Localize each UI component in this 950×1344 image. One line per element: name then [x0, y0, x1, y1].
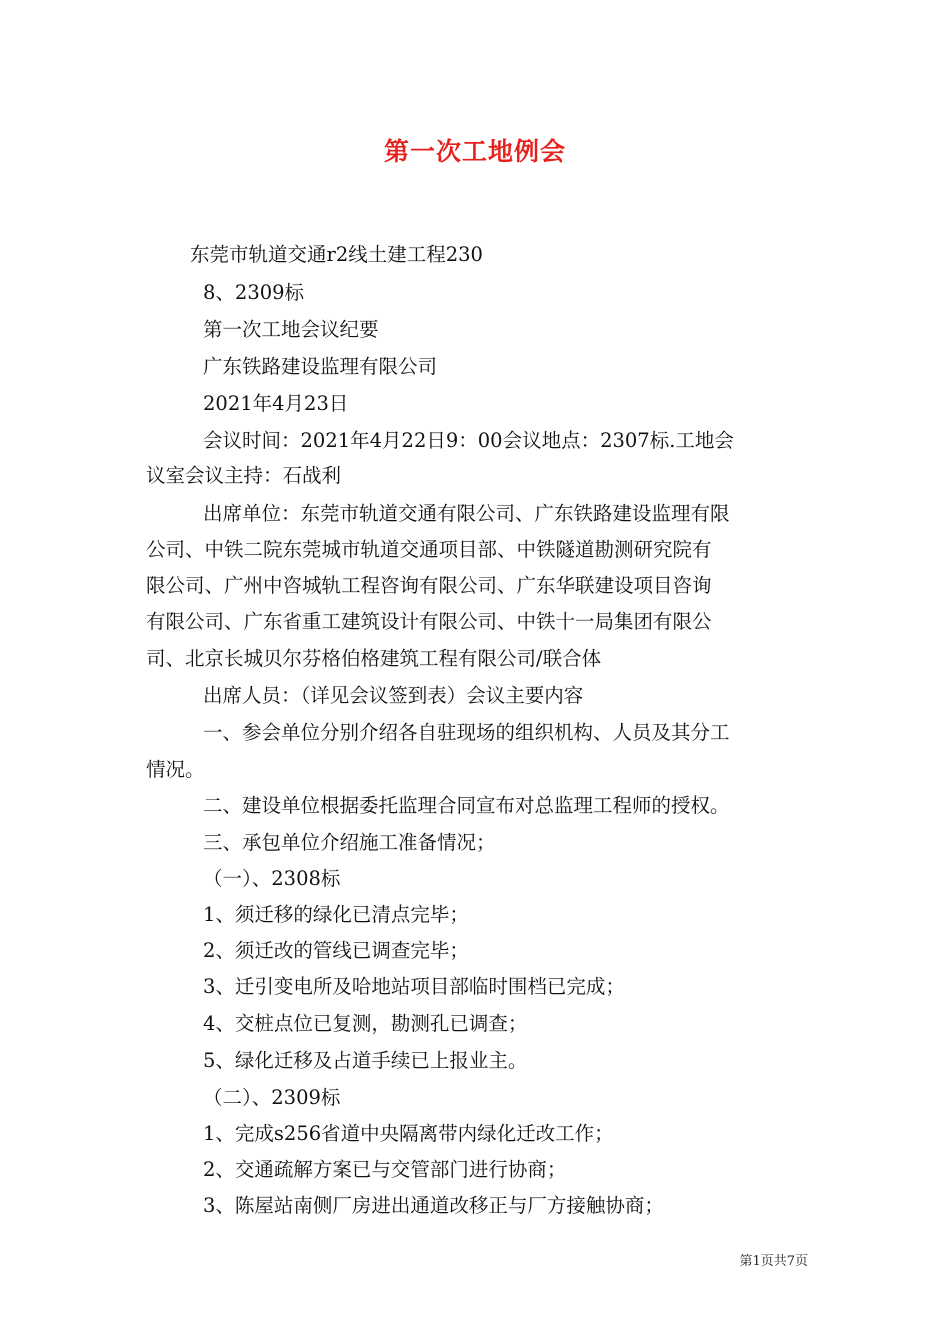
body-line: 1、完成s256省道中央隔离带内绿化迁改工作；	[203, 1122, 614, 1145]
page-number: 第1页共7页	[739, 1254, 808, 1269]
body-line: 2、须迁改的管线已调查完毕；	[203, 939, 469, 962]
body-line: 二、建设单位根据委托监理合同宣布对总监理工程师的授权。	[203, 794, 730, 817]
body-line: 一、参会单位分别介绍各自驻现场的组织机构、人员及其分工	[203, 721, 730, 744]
body-line: 第一次工地会议纪要	[203, 318, 379, 341]
body-line: 广东铁路建设监理有限公司	[203, 355, 438, 378]
body-line: 限公司、广州中咨城轨工程咨询有限公司、广东华联建设项目咨询	[146, 574, 712, 597]
body-line: （二）、2309标	[203, 1086, 341, 1109]
body-line: 5、绿化迁移及占道手续已上报业主。	[203, 1049, 528, 1072]
body-line: 3、迁引变电所及哈地站项目部临时围档已完成；	[203, 975, 625, 998]
body-line: 东莞市轨道交通r2线土建工程230	[190, 243, 483, 266]
body-line: 会议时间：2021年4月22日9：00会议地点：2307标.工地会	[203, 429, 734, 452]
body-line: 4、交桩点位已复测，勘测孔已调查；	[203, 1012, 528, 1035]
body-line: 情况。	[146, 758, 205, 781]
body-line: （一）、2308标	[203, 867, 341, 890]
body-line: 有限公司、广东省重工建筑设计有限公司、中铁十一局集团有限公	[146, 610, 712, 633]
body-line: 8、2309标	[203, 281, 305, 304]
body-line: 司、北京长城贝尔芬格伯格建筑工程有限公司/联合体	[146, 647, 602, 670]
body-line: 出席人员：（详见会议签到表）会议主要内容	[203, 684, 584, 707]
body-line: 议室会议主持：石战利	[146, 464, 342, 487]
body-line: 2021年4月23日	[203, 392, 349, 415]
document-title: 第一次工地例会	[383, 137, 566, 166]
body-line: 3、陈屋站南侧厂房进出通道改移正与厂方接触协商；	[203, 1194, 664, 1217]
body-line: 1、须迁移的绿化已清点完毕；	[203, 903, 469, 926]
body-line: 2、交通疏解方案已与交管部门进行协商；	[203, 1158, 567, 1181]
body-line: 三、承包单位介绍施工准备情况；	[203, 831, 496, 854]
body-line: 出席单位：东莞市轨道交通有限公司、广东铁路建设监理有限	[203, 502, 730, 525]
body-line: 公司、中铁二院东莞城市轨道交通项目部、中铁隧道勘测研究院有	[146, 538, 712, 561]
